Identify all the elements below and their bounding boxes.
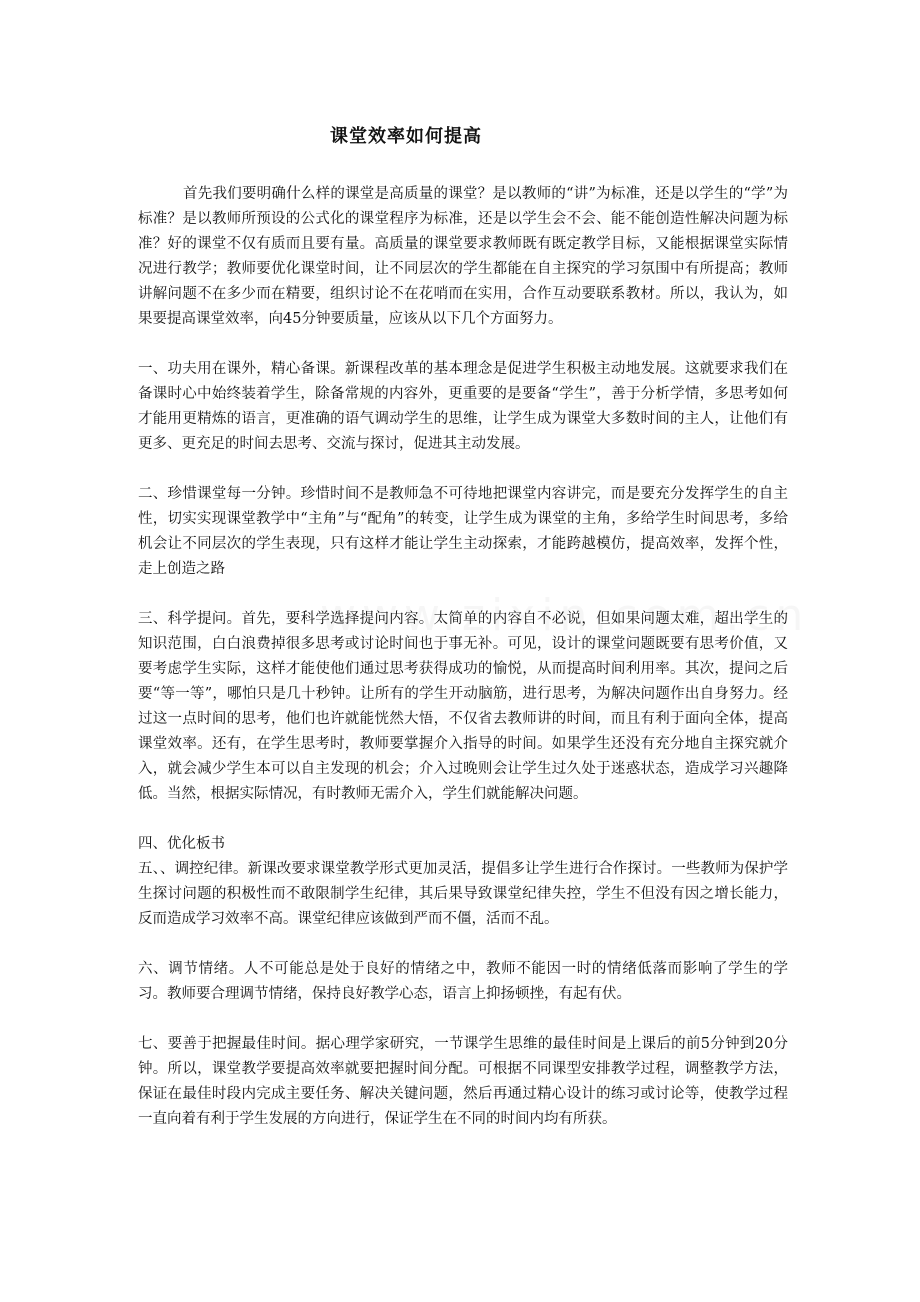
section-4-heading: 四、优化板书 xyxy=(138,836,225,852)
intro-paragraph: 首先我们要明确什么样的课堂是高质量的课堂？是以教师的“讲”为标准，还是以学生的“学”为标准？是以教师所预设的公式化的课堂程序为标准，还是以学生会不会、能不能创造性解决问题为标准？好的课堂不仅有质而且要有量。高质量的课堂要求教师既有既定教学目标，又能根据课堂实际情况进行教学；教师要优化课堂时间，让不同层次的学生都能在自主探究的学习氛围中有所提高；教师讲解问题不在多少而在精要，组织讨论不在花哨而在实用，合作互动要联系教材。所以，我认为，如果要提高课堂效率，向45分钟要质量，应该从以下几个方面努力。 xyxy=(138,186,788,327)
section-5-paragraph: 五、、调控纪律。新课改要求课堂教学形式更加灵活，提倡多让学生进行合作探讨。一些教师为保护学生探讨问题的积极性而不敢限制学生纪律，其后果导致课堂纪律失控，学生不但没有因之增长能力，反而造成学习效率不高。课堂纪律应该做到严而不僵，活而不乱。 xyxy=(138,861,788,927)
section-7-paragraph: 七、要善于把握最佳时间。据心理学家研究，一节课学生思维的最佳时间是上课后的前5分钟到20分钟。所以，课堂教学要提高效率就要把握时间分配。可根据不同课型安排教学过程，调整教学方法，保证在最佳时段内完成主要任务、解决关键问题，然后再通过精心设计的练习或讨论等，使教学过程一直向着有利于学生发展的方向进行，保证学生在不同的时间内均有所获。 xyxy=(138,1036,788,1127)
document-body xyxy=(138,182,788,1132)
document-title: 课堂效率如何提高 xyxy=(330,126,482,147)
section-2-paragraph: 二、珍惜课堂每一分钟。珍惜时间不是教师急不可待地把课堂内容讲完，而是要充分发挥学生的自主性，切实实现课堂教学中“主角”与“配角”的转变，让学生成为课堂的主角，多给学生时间思考，多给机会让不同层次的学生表现，只有这样才能让学生主动探索，才能跨越模仿，提高效率，发挥个性，走上创造之路 xyxy=(138,486,788,577)
section-1-paragraph: 一、功夫用在课外，精心备课。新课程改革的基本理念是促进学生积极主动地发展。这就要求我们在备课时心中始终装着学生，除备常规的内容外，更重要的是要备“学生”，善于分析学情，多思考如何才能用更精炼的语言，更准确的语气调动学生的思维，让学生成为课堂大多数时间的主人，让他们有更多、更充足的时间去思考、交流与探讨，促进其主动发展。 xyxy=(138,361,788,452)
section-3-paragraph: 三、科学提问。首先，要科学选择提问内容。太简单的内容自不必说，但如果问题太难，超出学生的知识范围，白白浪费掉很多思考或讨论时间也于事无补。可见，设计的课堂问题既要有思考价值，又要考虑学生实际，这样才能使他们通过思考获得成功的愉悦，从而提高时间利用率。其次，提问之后要“等一等”，哪怕只是几十秒钟。让所有的学生开动脑筋，进行思考，为解决问题作出自身努力。经过这一点时间的思考，他们也许就能恍然大悟，不仅省去教师讲的时间，而且有利于面向全体，提高课堂效率。还有，在学生思考时，教师要掌握介入指导的时间。如果学生还没有充分地自主探究就介入，就会减少学生本可以自主发现的机会；介入过晚则会让学生过久处于迷惑状态，造成学习兴趣降低。当然，根据实际情况，有时教师无需介入，学生们就能解决问题。 xyxy=(138,611,788,802)
section-6-paragraph: 六、调节情绪。人不可能总是处于良好的情绪之中，教师不能因一时的情绪低落而影响了学生的学习。教师要合理调节情绪，保持良好教学心态，语言上抑扬顿挫，有起有伏。 xyxy=(138,961,788,1002)
